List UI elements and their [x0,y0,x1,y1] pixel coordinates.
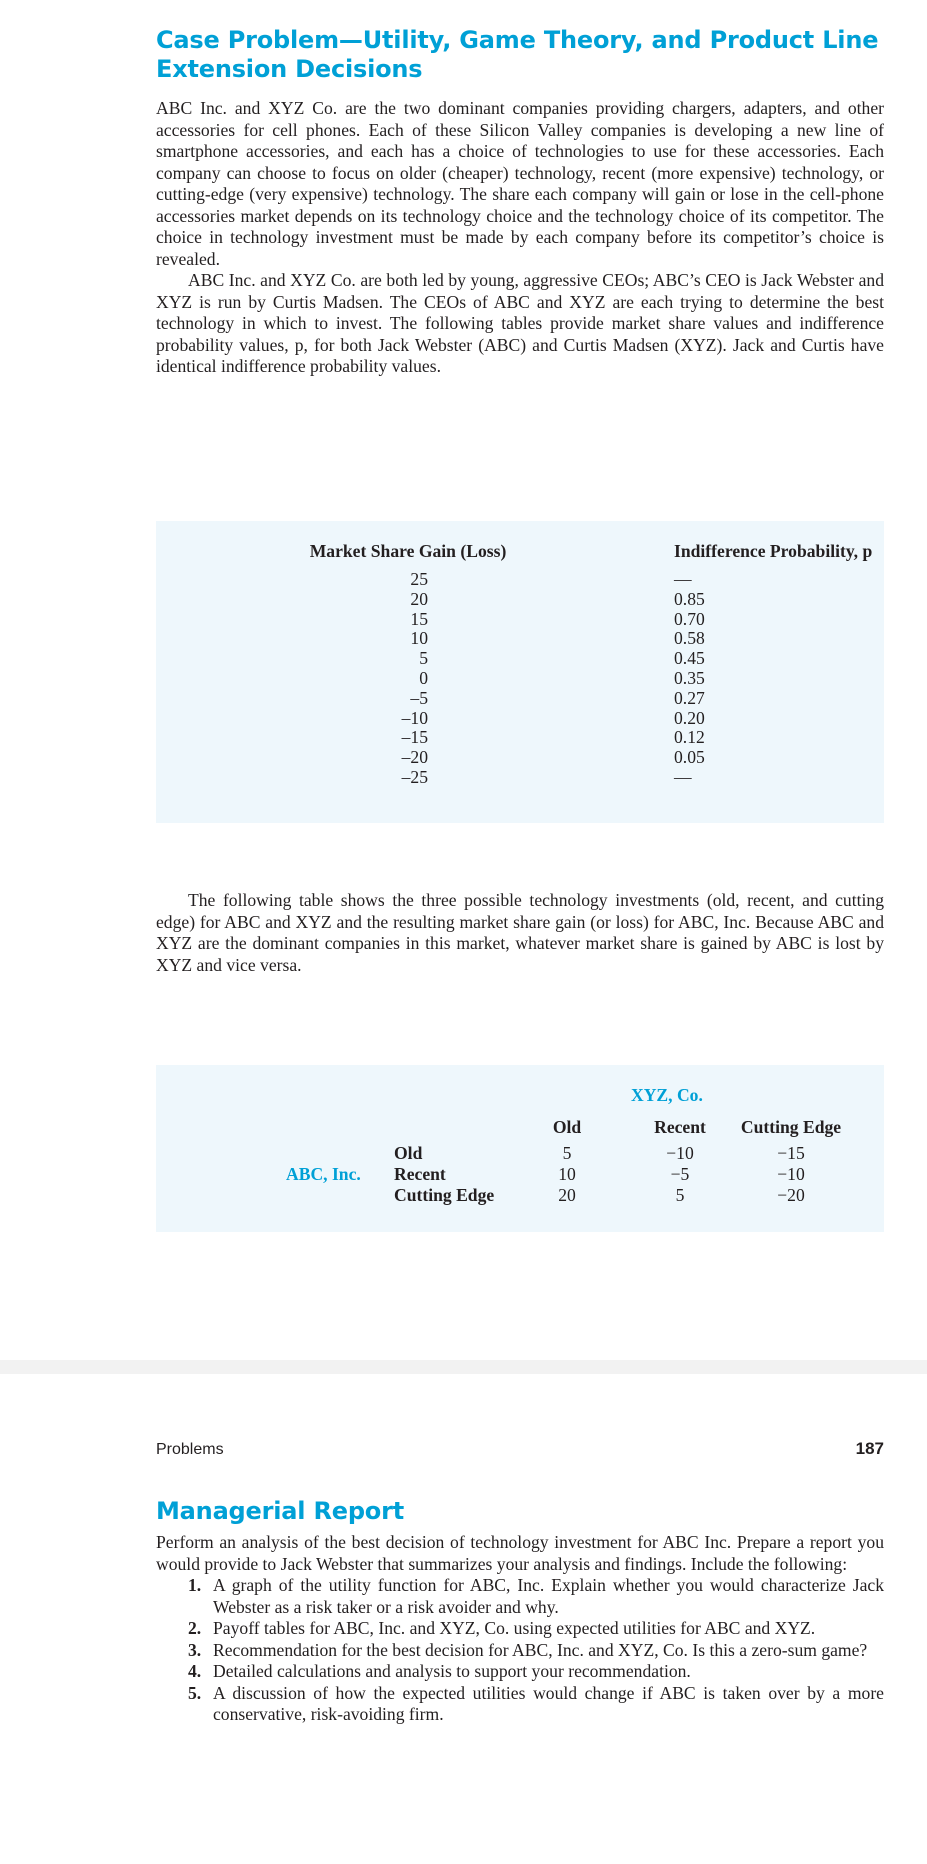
indifference-probability-value: 0.20 [674,707,705,728]
market-table-row [294,590,808,610]
indifference-probability-value: 0.35 [674,667,705,688]
market-table-row [294,768,808,788]
market-share-value: –25 [401,766,428,787]
market-share-value: –5 [410,687,428,708]
indifference-probability-value: 0.27 [674,687,705,708]
market-table-row [294,669,808,689]
payoff-cell: 20 [558,1185,576,1205]
report-item-text: A graph of the utility function for ABC, Inc. Explain whether you would characterize Jack Webster as a risk taker or a risk avoider and why. [213,1575,884,1617]
report-intro: Perform an analysis of the best decision of technology investment for ABC Inc. Prepare a report you would provide to Jack Webster that summarizes your analysis and findings. Include the following: [156,1532,884,1574]
xyz-label: XYZ, Co. [631,1085,703,1105]
market-table-row [294,570,808,590]
indifference-probability-value: 0.45 [674,648,705,669]
indifference-probability-value: 0.58 [674,628,705,649]
payoff-cell: −5 [670,1164,690,1184]
managerial-report [156,1497,884,1726]
report-item-number: 4. [188,1661,202,1681]
report-item-number: 2. [188,1618,202,1638]
running-head: Problems [156,1441,224,1458]
case-body [156,98,884,378]
col-header-cutting-edge: Cutting Edge [740,1117,842,1137]
report-item [156,1661,884,1683]
payoff-intro [156,890,884,976]
payoff-cell: 5 [562,1143,572,1163]
report-item [156,1618,884,1640]
paragraph-2: ABC Inc. and XYZ Co. are both led by young, aggressive CEOs; ABC’s CEO is Jack Webster and XYZ is run by Curtis Madsen. The CEOs of ABC and XYZ are each trying to determine the best technology in which to invest. The following tables provide market share values and indifference probability values, p, for both Jack Webster (ABC) and Curtis Madsen (XYZ). Jack and Curtis have identical indifference probability values. [156,270,884,376]
report-item-number: 3. [188,1639,202,1660]
col-header-recent: Recent [654,1117,706,1137]
market-share-value: –20 [401,747,428,768]
market-table-row [294,649,808,669]
report-item-number: 5. [188,1682,202,1703]
market-table-row [294,689,808,709]
market-table-row [294,728,808,748]
report-item-text: A discussion of how the expected utilities would change if ABC is taken over by a more conservative, risk-avoiding firm. [213,1682,884,1724]
report-item-number: 1. [188,1575,202,1595]
case-title-line-2: Extension Decisions [156,55,423,83]
paragraph-3: The following table shows the three possible technology investments (old, recent, and cutting edge) for ABC and XYZ and the resulting market share gain (or loss) for ABC, Inc. Because ABC and XYZ are the dominant companies in this market, whatever market share is gained by ABC is lost by XYZ and vice versa. [156,890,884,975]
market-table-row [294,748,808,768]
payoff-cell: 10 [558,1164,576,1184]
indifference-probability-value: — [674,766,692,787]
page-number: 187 [855,1439,884,1458]
indifference-probability-header: Indifference Probability, p [674,541,873,561]
indifference-probability-value: 0.12 [674,727,705,748]
case-problem-heading [156,26,884,84]
market-share-table-box [156,521,884,823]
page-separator [0,1360,927,1374]
market-table-row [294,629,808,649]
market-share-value: 15 [410,608,428,629]
payoff-cell: −20 [777,1185,805,1205]
indifference-probability-value: — [674,569,692,589]
market-share-value: 10 [410,628,428,649]
report-items-list [156,1575,884,1726]
report-item [156,1640,884,1662]
paragraph-1: ABC Inc. and XYZ Co. are the two dominant companies providing chargers, adapters, and other accessories for cell phones. Each of these Silicon Valley companies is developing a new line of smartphone accessories, and each has a choice of technologies to use for these accessories. Each company can choose to focus on older (cheaper) technology, recent (more expensive) technology, or cutting-edge (very expensive) technology. The share each company will gain or lose in the cell-phone accessories market depends on its technology choice and the technology choice of its competitor. The choice in technology investment must be made by each company before its competitor’s choice is revealed. [156,98,884,269]
report-item [156,1683,884,1726]
case-title-line-1: Case Problem—Utility, Game Theory, and Product Line [156,26,879,54]
indifference-probability-value: 0.05 [674,747,705,768]
report-item-text: Payoff tables for ABC, Inc. and XYZ, Co. using expected utilities for ABC and XYZ. [213,1618,816,1638]
market-table-row [294,709,808,729]
market-share-value: –15 [401,727,428,748]
payoff-cell: −10 [777,1164,805,1184]
market-share-value: 0 [419,667,428,688]
row-header-cutting-edge: Cutting Edge [394,1185,495,1205]
report-item [156,1575,884,1618]
payoff-cell: −15 [777,1143,805,1163]
market-share-table [294,541,873,788]
row-header-recent: Recent [394,1164,446,1184]
market-table-row [294,610,808,630]
indifference-probability-value: 0.70 [674,608,705,629]
payoff-cell: 5 [675,1185,685,1205]
indifference-probability-value: 0.85 [674,588,705,609]
market-share-value: –10 [401,707,428,728]
abc-label: ABC, Inc. [286,1164,361,1184]
col-header-old: Old [552,1117,582,1137]
row-header-old: Old [394,1143,423,1163]
managerial-report-heading: Managerial Report [156,1497,404,1525]
market-share-value: 5 [419,648,428,669]
market-share-value: 20 [410,588,428,609]
report-item-text: Detailed calculations and analysis to support your recommendation. [213,1661,691,1681]
payoff-cell: −10 [666,1143,694,1163]
market-share-value: 25 [410,569,428,589]
market-share-header: Market Share Gain (Loss) [309,541,507,561]
payoff-table-box [156,1065,884,1232]
report-item-text: Recommendation for the best decision for ABC, Inc. and XYZ, Co. Is this a zero-sum game? [213,1639,868,1660]
